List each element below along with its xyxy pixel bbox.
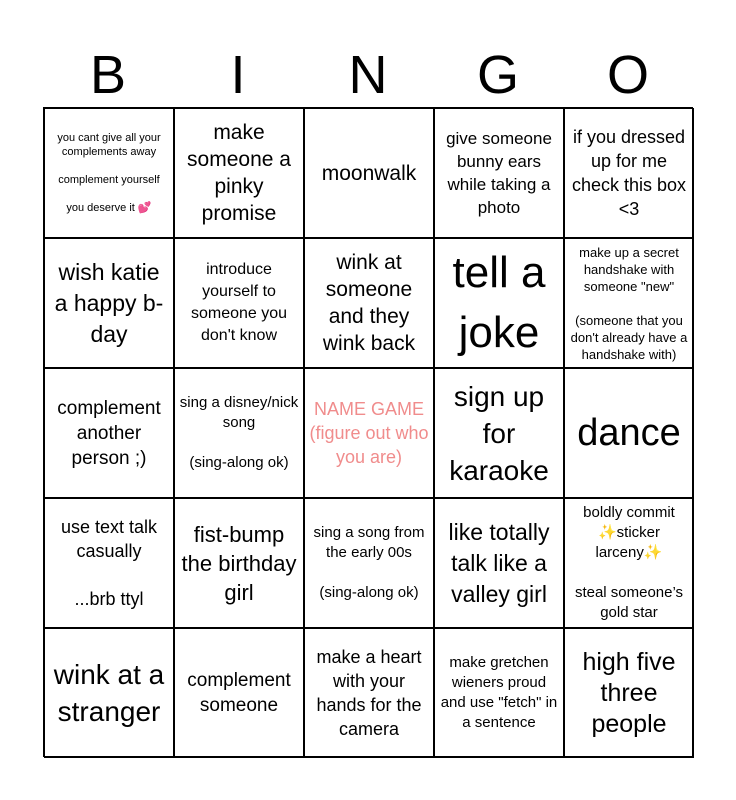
cell-text: wish katie a happy b-day	[54, 258, 164, 347]
bingo-cell[interactable]	[564, 108, 694, 238]
cell-text: wink at a stranger	[53, 659, 165, 727]
bingo-cell[interactable]	[174, 368, 304, 498]
cell-text: sing a song from the early 00s (sing-along ok)	[313, 524, 425, 601]
cell-text: complement someone	[187, 670, 291, 716]
bingo-cell[interactable]	[434, 368, 564, 498]
cell-text: make gretchen wieners proud and use "fetch" in a sentence	[440, 654, 558, 731]
cell-text: make someone a pinky promise	[187, 121, 291, 225]
bingo-cell[interactable]	[564, 238, 694, 368]
cell-text: sing a disney/nick song (sing-along ok)	[179, 394, 299, 471]
bingo-cell[interactable]	[304, 238, 434, 368]
bingo-cell[interactable]	[174, 498, 304, 628]
bingo-board	[43, 107, 693, 757]
bingo-cell[interactable]	[44, 238, 174, 368]
cell-text: complement another person ;)	[57, 397, 161, 469]
bingo-cell[interactable]	[434, 238, 564, 368]
header-letter-b: B	[89, 45, 127, 105]
cell-text: you cant give all your complements away complement yourself you deserve it 💕	[57, 132, 161, 214]
bingo-cell[interactable]	[434, 108, 564, 238]
bingo-cell[interactable]	[44, 628, 174, 758]
cell-text: high five three people	[582, 647, 676, 738]
free-space-text: NAME GAME (figure out who you are)	[309, 399, 429, 467]
cell-text: make a heart with your hands for the camera	[316, 647, 422, 739]
cell-text: use text talk casually ...brb ttyl	[60, 517, 158, 609]
header-letter-g: G	[476, 45, 519, 105]
bingo-cell[interactable]	[304, 498, 434, 628]
cell-text: moonwalk	[321, 161, 417, 185]
cell-text: boldly commit ✨sticker larceny✨ steal someone’s gold star	[574, 504, 684, 621]
bingo-cell[interactable]	[304, 628, 434, 758]
cell-text: dance	[577, 412, 681, 454]
cell-text: fist-bump the birthday girl	[181, 521, 297, 605]
cell-text: introduce yourself to someone you don't know	[190, 261, 288, 344]
cell-text: tell a joke	[452, 248, 546, 357]
cell-text: make up a secret handshake with someone "new" (someone that you don't already have a handshake with)	[570, 244, 688, 362]
header-letter-n: N	[348, 45, 388, 105]
bingo-cell[interactable]	[564, 368, 694, 498]
bingo-cell[interactable]	[174, 108, 304, 238]
header-letter-i: I	[230, 45, 246, 105]
bingo-cell[interactable]	[44, 368, 174, 498]
bingo-header	[43, 44, 693, 106]
cell-text: give someone bunny ears while taking a photo	[446, 129, 552, 217]
bingo-cell[interactable]	[434, 628, 564, 758]
cell-text: wink at someone and they wink back	[322, 251, 416, 355]
cell-text: like totally talk like a valley girl	[448, 518, 550, 607]
bingo-cell[interactable]	[174, 628, 304, 758]
bingo-cell[interactable]	[564, 628, 694, 758]
free-space-cell[interactable]	[304, 368, 434, 498]
cell-text: sign up for karaoke	[449, 380, 549, 486]
header-letter-o: O	[606, 45, 649, 105]
bingo-cell[interactable]	[44, 108, 174, 238]
bingo-cell[interactable]	[304, 108, 434, 238]
cell-text: if you dressed up for me check this box <3	[571, 127, 687, 219]
bingo-cell[interactable]	[564, 498, 694, 628]
bingo-cell[interactable]	[434, 498, 564, 628]
bingo-cell[interactable]	[44, 498, 174, 628]
bingo-cell[interactable]	[174, 238, 304, 368]
